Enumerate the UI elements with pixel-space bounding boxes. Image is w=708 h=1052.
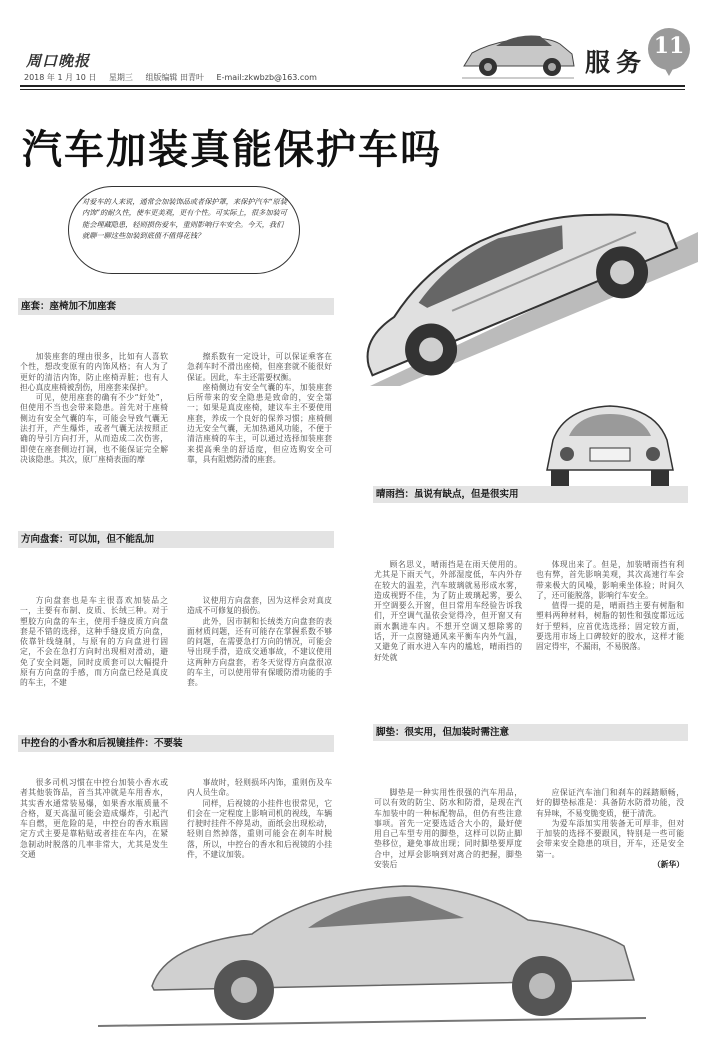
article-source [536, 860, 684, 870]
editor-email: E-mail:zkwbzb@163.com [216, 73, 317, 82]
page-number: 11 [653, 33, 685, 59]
issue-meta [24, 72, 327, 83]
bottom-car-silhouette-icon [92, 868, 652, 1038]
mat-column-1 [374, 788, 522, 870]
section-title-mat: 脚垫：很实用，但加装时需注意 [373, 724, 688, 741]
car-illustration-icon [330, 172, 700, 392]
section-title-perfume: 中控台的小香水和后视镜挂件：不要装 [18, 735, 334, 752]
small-car-icon [535, 398, 685, 493]
paragraph: 值得一提的是，晴雨挡主要有树脂和塑料两种材料，树脂的韧性和强度都远远好于塑料，应首优选选择；固定较方面，要选用市场上口碑较好的胶水，这样才能固定得牢，不漏雨，不易脱落。 [536, 601, 684, 652]
paragraph: 顾名思义，晴雨挡是在雨天使用的。尤其是下雨天气，外部湿度低，车内外存在较大的温差，汽车玻璃就易形成水雾，造成视野不佳，为了防止玻璃起雾，要么开空调要么开窗，但日常用车经验告诉我们，开空调气温依会觉得冷，但开窗又有雨水飘进车内。不想开空调又想除雾的话，开一点窗缝通风来平衡车内外气温，又避免了雨水进入车内的尴尬，晴雨挡的好处就 [374, 560, 522, 662]
page-editor: 组版编辑 田青叶 [145, 73, 204, 82]
paragraph: 擦系数有一定设计，可以保证乘客在急刹车时不滑出座椅，但座套就不能很好保证。因此，车主还需要权衡。 [187, 352, 332, 382]
masthead-rule [20, 85, 685, 87]
paragraph: 同样，后视镜的小挂件也很常见，它们会在一定程度上影响司机的视线，车辆行驶时挂件不停晃动，面纸会出现松动，轻则自然掉落，重则可能会在刹车时脱落，所以，中控台的香水和后视镜的小挂件，不建议加装。 [187, 798, 332, 860]
newspaper-logo: 周口晚报 [26, 52, 91, 70]
section-name: 服务 [585, 48, 648, 77]
paragraph: 议使用方向盘套，因为这样会对真皮造成不可修复的损伤。 [187, 596, 332, 616]
lead-text: 对爱车的人来说，通常会加装饰品或者保护罩，来保护汽车“原装内饰”的耐久性，使车更美观，更有个性。可实际上，很多加装可能会埋藏隐患，轻则损伤爱车，重则影响行车安全。今天，我们就聊一聊这些加装到底值不值得花钱？ [82, 197, 287, 240]
seat-column-2 [187, 352, 332, 465]
mat-column-2 [536, 788, 684, 870]
rainguard-column-1 [374, 560, 522, 663]
perfume-column-2 [187, 778, 332, 860]
paragraph: 座椅侧边有安全气囊的车，加装座套后所带来的安全隐患是致命的，安全第一；如果是真皮座椅，建议车主不要使用座套，养成一个良好的保养习惯；座椅侧边无安全气囊，无加热通风功能，不便于清洁座椅的车主，可以通过选择加装座套来提高乘坐的舒适度，但应选购安全可靠，具有阻燃防滑的座套。 [187, 382, 332, 464]
rainguard-column-2 [536, 560, 684, 653]
headline: 汽车加装真能保护车吗 [22, 126, 442, 173]
issue-date: 2018 年 1 月 10 日 [24, 73, 97, 82]
wheel-column-2 [187, 596, 332, 689]
section-title-rainguard: 晴雨挡：虽说有缺点，但是很实用 [373, 486, 688, 503]
header-sports-car-icon [458, 22, 578, 84]
paragraph: 此外，因市制和长绒类方向盘套的表面材质问题，还有可能存在掌握系数不够的问题，在需要急打方向的情况，可能会导出现手滑，造成交通事故，不建议使用这两种方向盘套，若冬天觉得方向盘很凉的车主，可以使用带有保暖防滑功能的手套。 [187, 616, 332, 688]
paragraph: 可见，使用座套的确有不少“好处”，但使用不当也会带来隐患。首先对于座椅侧边有安全气囊的车，可能会导致气囊无法打开，产生爆炸，或者气囊无法按照正确的导引方向打开，从而造成二次伤害，即使在座套侧边打洞，也不能保证完全解决该隐患。其次，原厂座椅表面的摩 [20, 393, 168, 464]
source-credit: （新华） [652, 860, 684, 870]
paragraph: 加装座套的理由很多，比如有人喜软个性，想改变原有的内饰风格；有人为了更好的清洁内饰，防止座椅弄脏；也有人担心真皮座椅被刮伤，用座套来保护。 [20, 352, 168, 392]
paragraph: 脚垫是一种实用性很强的汽车用品，可以有效的防尘、防水和防滑，是现在汽车加装中的一种标配物品，但仍有些注意事项。首先一定要选适合大小的，最好使用自己车型专用的脚垫，这样可以防止脚垫移位，避免事故出现；同时脚垫要厚度合中，过厚会影响到对离合的把握，脚垫安装后 [374, 788, 522, 870]
paragraph: 为爱车添加实用装备无可厚非，但对于加装的选择不要跟风，特别是一些可能会带来安全隐患的项目，开车，还是安全第一。 [536, 818, 684, 859]
paragraph: 体现出来了。但是，加装晴雨挡有利也有弊，首先影响美观，其次高速行车会带来极大的风噪，影响乘坐体验；时间久了，还可能脱落，影响行车安全。 [536, 560, 684, 600]
paragraph: 方向盘套也是车主很喜欢加装品之一，主要有布制、皮质、长绒三种。对于塑胶方向盘的车主，使用手缝皮质方向盘套是不错的选择，这种手缝皮质方向盘，依靠针线缝制，与原有的方向盘进行固定，不会在急打方向时出现相对滑动，避免了安全问题，同时皮质套可以大幅提升原有方向盘的手感，而方向盘已经是真皮的车主，不建 [20, 596, 168, 688]
perfume-column-1 [20, 778, 168, 860]
paragraph: 事故时，轻则损坏内饰，重则伤及车内人员生命。 [187, 778, 332, 798]
section-title-seat: 座套：座椅加不加座套 [18, 298, 334, 315]
seat-column-1 [20, 352, 168, 465]
paragraph: 很多司机习惯在中控台加装小香水或者其他装饰品，首当其冲就是车用香水，其实香水通常装易爆，如果香水瓶质量不合格，夏天高温可能会造成爆炸，引起汽车自燃，更危险的是，中控台的香水瓶固定方式主要是靠粘贴或者挂在车内，在紧急制动时脱落的几率非常大，尤其是发生交通 [20, 778, 168, 860]
section-title-wheel: 方向盘套：可以加，但不能乱加 [18, 531, 334, 548]
issue-weekday: 星期三 [108, 73, 133, 82]
wheel-column-1 [20, 596, 168, 689]
masthead-rule-thin [20, 89, 685, 90]
paragraph: 应保证汽车油门和刹车的踩踏顺畅，好的脚垫标准是：具备防水防滑功能，没有异味，不易变脆变质，便于清洗。 [536, 788, 684, 818]
page-number-badge-tail [660, 60, 678, 76]
